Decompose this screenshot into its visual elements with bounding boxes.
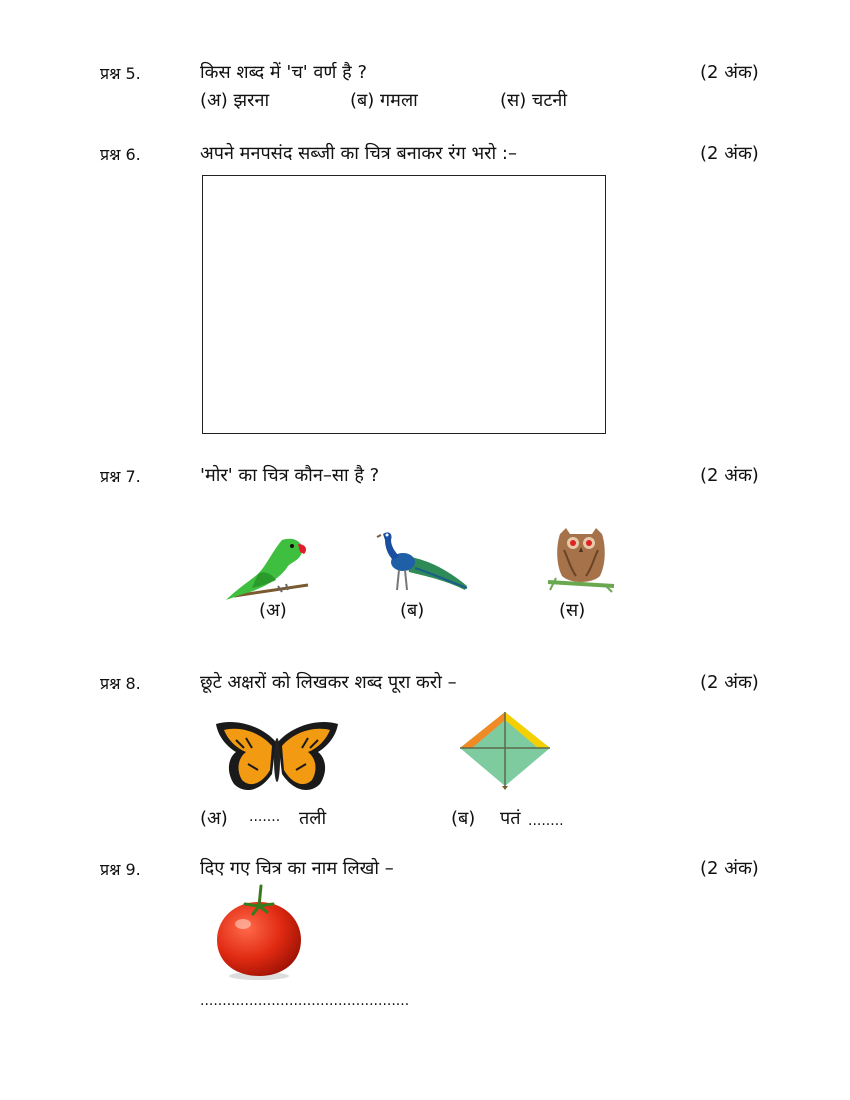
q7-label-c: (स) (559, 600, 586, 621)
q8-marks: (2 अंक) (700, 672, 759, 693)
parrot-icon (222, 530, 312, 600)
q9-question: दिए गए चित्र का नाम लिखो – (200, 858, 394, 879)
butterfly-icon (212, 718, 342, 798)
q5-option-a: (अ) झरना (200, 90, 270, 111)
q7-marks: (2 अंक) (700, 465, 759, 486)
q7-number: प्रश्न 7. (100, 467, 141, 486)
kite-icon (458, 710, 553, 790)
drawing-box[interactable] (202, 175, 606, 434)
q8-word-a: तली (299, 808, 327, 829)
q8-label-a: (अ) (200, 808, 228, 829)
q7-question: 'मोर' का चित्र कौन–सा है ? (200, 465, 380, 486)
q9-number: प्रश्न 9. (100, 860, 141, 879)
q8-word-b: पतं (500, 808, 521, 829)
q9-marks: (2 अंक) (700, 858, 759, 879)
q5-marks: (2 अंक) (700, 62, 759, 83)
q6-number: प्रश्न 6. (100, 145, 141, 164)
q5-question: किस शब्द में 'च' वर्ण है ? (200, 62, 367, 83)
q6-question: अपने मनपसंद सब्जी का चित्र बनाकर रंग भरो :– (200, 143, 517, 164)
q5-option-b: (ब) गमला (350, 90, 418, 111)
owl-icon (546, 524, 616, 594)
q7-label-b: (ब) (400, 600, 425, 621)
q7-label-a: (अ) (259, 600, 287, 621)
tomato-icon (213, 884, 305, 982)
q8-label-b: (ब) (451, 808, 476, 829)
q8-blank-b[interactable]: ........ (528, 813, 564, 829)
peacock-icon (375, 528, 470, 593)
q8-number: प्रश्न 8. (100, 674, 141, 693)
q9-answer-line[interactable]: ............................................... (200, 993, 410, 1009)
q6-marks: (2 अंक) (700, 143, 759, 164)
q5-number: प्रश्न 5. (100, 64, 141, 83)
q5-option-c: (स) चटनी (500, 90, 568, 111)
q8-question: छूटे अक्षरों को लिखकर शब्द पूरा करो – (200, 672, 457, 693)
q8-blank-a[interactable]: ....... (249, 809, 281, 825)
